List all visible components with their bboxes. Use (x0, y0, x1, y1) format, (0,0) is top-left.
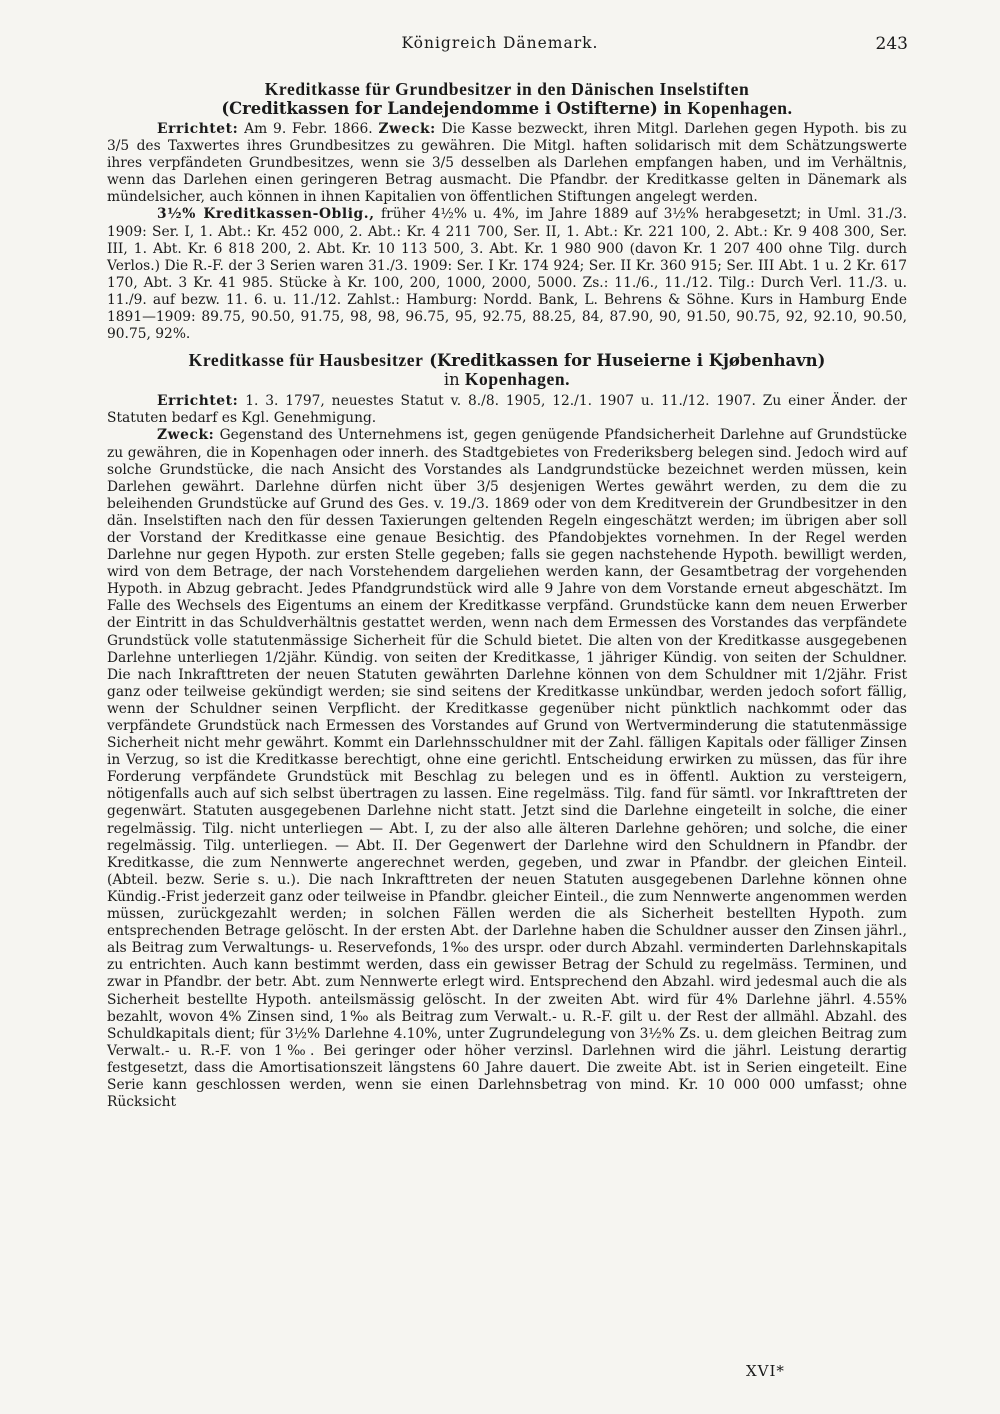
main-content (107, 80, 907, 1111)
fraction: 1/2 (813, 666, 836, 683)
label-zweck: Zweck: (157, 427, 215, 444)
text-zweck-4: jähr. Frist ganz oder teilweise gekündigt werden; sie sind seitens der Kreditkasse unkündbar, werden jedoch sofort fällig, wenn der Schuldner seinen Verpflicht. der Kreditkasse gegenüber nicht pünktlich nachkommt oder das verpfändete Grundstück nach Ermessen des Vorstandes auf Grund von Wertverminderung die statutenmässige Sicherheit nicht mehr gewährt. Kommt ein Darlehnsschuldner mit der Zahl. fälligen Kapitals oder fälliger Zinsen in Verzug, so ist die Kreditkasse berechtigt, ohne eine gerichtl. Entscheidung erwirken zu müssen, das für ihre Forderung verpfändete Grundstück mit Beschlag zu belegen und es in öffentl. Auktion zu versteigern, nötigenfalls auch auf sich selbst übertragen zu lassen. Eine regelmäss. Tilg. fand für sämtl. vor Inkrafttreten der gegenwärt. Statuten ausgegebenen Darlehne nicht statt. Jetzt sind die Darlehne eingeteilt in solche, die einer regelmässig. Tilg. nicht unterliegen — Abt. I, zu der also alle älteren Darlehne gehören; und solche, die einer regelmässig. Tilg. unterliegen. — Abt. II. Der Gegenwert der Darlehne wird den Schuldnern in Pfandbr. der Kreditkasse, die zum Nennwerte angerechnet werden, gegeben, und zwar in Pfandbr. der gleichen Einteil. (Abteil. bezw. Serie s. u.). Die nach Inkrafttreten der neuen Statuten ausgegebenen Darlehne können ohne Kündig.-Frist jederzeit ganz oder teilweise in Pfandbr. gleicher Einteil., die zum Nennwerte angenommen werden müssen, zurückgezahlt werden; in solchen Fällen werden die als Sicherheit bestellten Hypoth. zum entsprechenden Betrage gelöscht. In der ersten Abt. der Darlehne haben die Schuldner ausser den Zinsen jährl., als Beitrag zum Verwaltungs- u. Reservefonds, 1‰ des urspr. oder durch Abzahl. verminderten Darlehnskapitals zu entrichten. Auch kann bestimmt werden, dass ein gewisser Betrag der Schuld zu regelmäss. Terminen, und zwar in Pfandbr. der betr. Abt. zum Nennwerte erlegt wird. Entsprechend den Abzahl. wird jedesmal auch die als Sicherheit bestellte Hypoth. anteilsmässig gelöscht. In der zweiten Abt. wird für 4% Darlehne jährl. 4.55% bezahlt, wovon 4% Zinsen sind, 1‰ als Beitrag zum Verwalt.- u. R.-F. gilt u. der Rest der allmähl. Abzahl. des Schuldkapitals dient; für 3½% Darlehne 4.10%, unter Zugrundelegung von 3½% Zs. u. dem gleichen Beitrag zum Verwalt.- u. R.-F. von 1‰. Bei geringer oder höher verzinsl. Darlehnen wird die jährl. Leistung derartig festgesetzt, dass die Amortisationszeit längstens 60 Jahre dauert. Die zweite Abt. ist in Serien eingeteilt. Eine Serie kann geschlossen werden, wenn sie einen Darlehnsbetrag von mind. Kr. 10 000 000 umfasst; ohne Rücksicht (107, 666, 907, 1111)
paragraph-errichtet (107, 393, 907, 427)
label-errichtet: Errichtet: (157, 121, 239, 137)
text-zweck-1: Gegenstand des Unternehmens ist, gegen genügende Pfandsicherheit Darlehne auf Grundstücke zu gewähren, die in Kopenhagen oder innerh. des Stadtgebietes von Frederiksberg belegen sind. Jedoch wird auf solche Grundstücke, die nach Ansicht des Vorstandes als Landgrundstücke bezeichnet werden müssen, kein Darlehen gewährt. Darlehne dürfen nicht über (107, 427, 907, 495)
subtitle-text: (Creditkassen for Landejendomme i Ostifterne) in (221, 99, 688, 118)
section-title-bold: Kreditkasse für Grundbesitzer in den Dänischen Inselstiften (264, 79, 750, 99)
text-zweck-2: desjenigen Wertes gewährt werden, zu dem die zu beleihenden Grundstücke auf Grund des Ges. v. 19./3. 1869 oder von dem Kreditverein der Grundbesitzer in den dän. Inselstiften nach den für dessen Taxierungen geltenden Regeln eingeschätzt werden; im übrigen aber soll der Vorstand der Kreditkasse eine genaue Besichtig. des Pfandobjektes vornehmen. In der Regel werden Darlehne nur gegen Hypoth. zur ersten Stelle gegeben; falls sie gegen nachstehende Hypoth. bewilligt werden, wird von dem Betrage, der nach Vorstehendem dargeliehen werden kann, der Gesamtbetrag der vorgehenden Hypoth. in Abzug gebracht. Jedes Pfandgrundstück wird alle 9 Jahre von dem Vorstande erneut abgeschätzt. Im Falle des Wechsels des Eigentums an einem der Kreditkasse verpfänd. Grundstücke kann dem neuen Erwerber der Eintritt in das Schuldverhältnis gestattet werden, wenn nach dem Ermessen des Vorstandes das verpfändete Grundstück volle statutenmässige Sicherheit für die Schuld bietet. Die alten von der Kreditkasse ausgegebenen Darlehne unterliegen (107, 478, 907, 666)
text-zweck-2: des Taxwertes ihres Grundbesitzes zu gewähren. Die Mitgl. haften solidarisch mit dem Schätzungswerte ihres verpfändeten Grundbesitzes, wenn sie (107, 138, 907, 172)
running-head: Königreich Dänemark. (401, 34, 599, 52)
label-obligationen: 3½% Kreditkassen-Oblig., (157, 206, 375, 223)
signature-mark: XVI* (746, 1362, 785, 1380)
paragraph-zweck (107, 427, 907, 1111)
fraction: 3/5 (107, 138, 130, 155)
fraction: 1/2 (264, 649, 287, 666)
text-obligationen: früher 4½% u. 4%, im Jahre 1889 auf 3½% herabgesetzt; in Uml. 31./3. 1909: Ser. I, 1. Abt.: Kr. 452 000, 2. Abt.: Kr. 4 211 700, Ser. II, 1. Abt.: Kr. 221 100, 2. Abt.: Kr. 9 408 300, Ser. III, 1. Abt. Kr. 6 818 200, 2. Abt. Kr. 10 113 500, 3. Abt. Kr. 1 980 900 (davon Kr. 1 207 400 ohne Tilg. durch Verlos.) Die R.-F. der 3 Serien waren 31./3. 1909: Ser. I Kr. 174 924; Ser. II Kr. 360 915; Ser. III Abt. 1 u. 2 Kr. 617 170, Abt. 3 Kr. 41 985. Stücke à Kr. 100, 200, 1000, 2000, 5000. Zs.: 11./6., 11./12. Tilg.: Durch Verl. 11./3. u. 11./9. auf bezw. 11. 6. u. 11./12. Zahlst.: Hamburg: Nordd. Bank, L. Behrens & Söhne. Kurs in Hamburg Ende 1891—1909: 89.75, 90.50, 91.75, 98, 98, 96.75, 95, 92.75, 88.25, 84, 87.90, 90, 91.50, 90.75, 92, 92.10, 90.50, 90.75, 92%. (107, 206, 907, 343)
section-title-hausbesitzer (107, 351, 907, 370)
section-title-rest: (Kreditkassen for Huseierne i Kjøbenhavn) (423, 351, 826, 371)
paragraph-errichtet-zweck (107, 121, 907, 206)
label-zweck: Zweck: (378, 121, 436, 137)
label-errichtet: Errichtet: (157, 393, 239, 410)
fraction: 3/5 (476, 478, 499, 495)
text-errichtet: 1. 3. 1797, neuestes Statut v. 8./8. 1905, 12./1. 1907 u. 11./12. 1907. Zu einer Änder. der Statuten bedarf es Kgl. Genehmigung. (107, 393, 907, 427)
page-header (0, 34, 1000, 58)
paragraph-obligationen (107, 206, 907, 343)
text-date: Am 9. Febr. 1866. (238, 121, 379, 137)
title-line2-pre: in (443, 370, 465, 390)
section-title-grundbesitzer (107, 80, 907, 99)
text-zweck-1: Die Kasse bezweckt, ihren Mitgl. Darlehen gegen Hypoth. bis zu (435, 121, 907, 137)
page-number: 243 (875, 34, 908, 54)
text-zweck-3: jähr. Kündig. von seiten der Kreditkasse, 1 jähriger Kündig. von seiten der Schuldner. Die nach Inkrafttreten der neuen Statuten gewährten Darlehne können von dem Schuldner mit (107, 649, 907, 683)
title-line2-city: Kopenhagen. (464, 369, 571, 390)
fraction: 3/5 (431, 155, 455, 172)
subtitle-city: Kopenhagen. (687, 98, 793, 118)
text-zweck-3: desselben als Darlehen empfangen haben, und im Verhältnis, wenn das Darlehen einen geringeren Betrag ausmacht. Die Pfandbr. der Kreditkasse gelten in Dänemark als mündelsicher, auch können in ihnen Kapitalien von öffentlichen Stiftungen angelegt werden. (107, 155, 907, 206)
section-title-line2 (107, 370, 907, 389)
section-title-bold: Kreditkasse für Hausbesitzer (188, 350, 424, 371)
section-subtitle (107, 99, 907, 118)
